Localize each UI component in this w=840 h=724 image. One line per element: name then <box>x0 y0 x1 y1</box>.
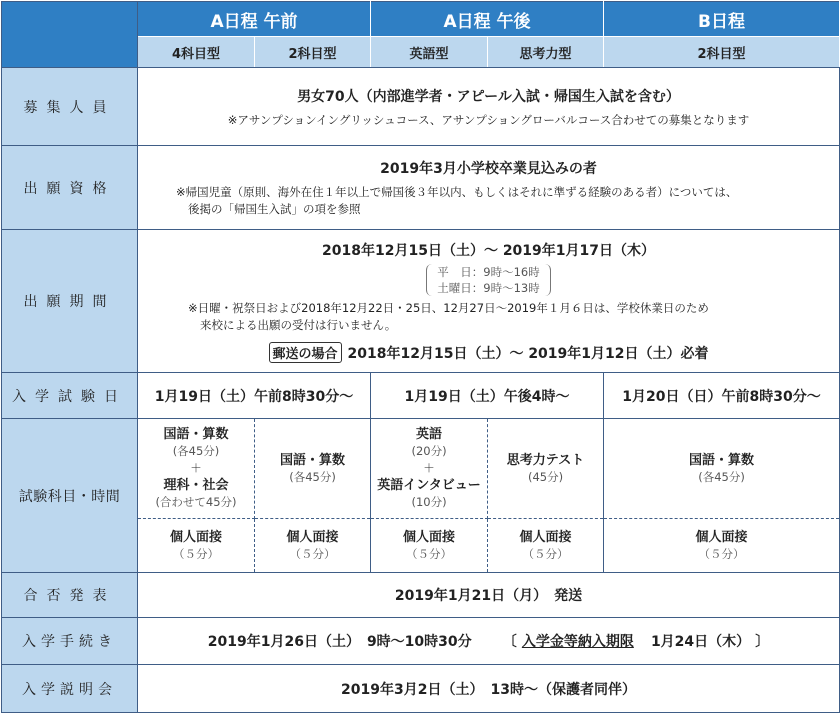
interview-c1 <box>138 519 255 573</box>
interview-c2-time: （５分） <box>289 546 336 561</box>
subj-c2-l1: 国語・算数 <box>280 452 346 468</box>
header-sub-2subjects: 2科目型 <box>255 37 371 68</box>
interview-c3-label: 個人面接 <box>403 529 456 545</box>
recruitment-main: 男女70人（内部進学者・アピール入試・帰国生入試を含む） <box>297 88 680 105</box>
subjects-english-cell <box>371 419 488 519</box>
subj-c1-l5: (合わせて45分) <box>155 495 237 509</box>
interview-c2 <box>255 519 371 573</box>
period-mail: 2018年12月15日（土）～ 2019年1月12日（土）必着 <box>347 345 709 362</box>
briefing-main: 2019年3月2日（土） 13時～（保護者同伴） <box>138 665 840 713</box>
subj-c3-l5: (10分) <box>411 495 447 509</box>
header-sub-thinking: 思考力型 <box>488 37 604 68</box>
subj-c5-l2: (各45分) <box>698 469 745 484</box>
header-sub-english: 英語型 <box>371 37 488 68</box>
label-briefing: 入学説明会 <box>2 665 138 713</box>
exam-date-a-am: 1月19日（土）午前8時30分～ <box>138 373 371 419</box>
procedure-deadline: 1月24日（木） <box>650 634 751 650</box>
header-sub-4subjects: 4科目型 <box>138 37 255 68</box>
subj-c1-l3: ＋ <box>190 461 202 475</box>
interview-c4-label: 個人面接 <box>519 529 572 545</box>
subj-c3-l2: (20分) <box>411 444 447 458</box>
subjects-b-cell <box>604 419 840 519</box>
subj-c2-l2: (各45分) <box>289 469 336 484</box>
label-result: 合否発表 <box>2 573 138 618</box>
interview-c4 <box>488 519 604 573</box>
interview-c4-time: （５分） <box>522 546 569 561</box>
mail-tag: 郵送の場合 <box>269 342 342 363</box>
exam-date-a-pm: 1月19日（土）午後4時～ <box>371 373 604 419</box>
qualification-note-1: ※帰国児童（原則、海外在住１年以上で帰国後３年以内、もしくはそれに準ずる経験のある者）については、 <box>176 184 738 199</box>
interview-c5 <box>604 519 840 573</box>
label-procedure: 入学手続き <box>2 618 138 665</box>
period-hours <box>426 264 550 296</box>
recruitment-cell <box>138 68 840 146</box>
subjects-4subject-cell <box>138 419 255 519</box>
subj-c1-l2: (各45分) <box>172 444 220 458</box>
interview-c5-label: 個人面接 <box>695 529 748 545</box>
label-recruitment: 募集人員 <box>2 68 138 146</box>
header-a-afternoon: A日程 午後 <box>371 2 604 37</box>
subj-c1-l1: 国語・算数 <box>163 427 229 442</box>
header-b: B日程 <box>604 2 840 37</box>
procedure-main: 2019年1月26日（土） 9時～10時30分 <box>207 634 472 650</box>
interview-c5-time: （５分） <box>698 546 745 561</box>
subj-c4-l1: 思考力テスト <box>506 452 585 468</box>
period-note-1: ※日曜・祝祭日および2018年12月22日・25日、12月27日～2019年１月６日は、学校休業日のため <box>188 300 709 315</box>
interview-c1-label: 個人面接 <box>169 529 222 545</box>
qualification-main: 2019年3月小学校卒業見込みの者 <box>380 160 597 177</box>
subjects-2subject-cell <box>255 419 371 519</box>
subj-c3-l4: 英語インタビュー <box>377 478 481 493</box>
interview-c1-time: （５分） <box>173 546 219 561</box>
subjects-thinking-cell <box>488 419 604 519</box>
interview-c3-time: （５分） <box>406 546 453 561</box>
result-main: 2019年1月21日（月） 発送 <box>138 573 840 618</box>
subj-c3-l1: 英語 <box>416 427 443 442</box>
qualification-note-2: 後掲の「帰国生入試」の項を参照 <box>188 201 361 216</box>
label-exam-date: 入学試験日 <box>2 373 138 419</box>
exam-date-b: 1月20日（日）午前8時30分～ <box>604 373 840 419</box>
recruitment-note: ※アサンプションイングリッシュコース、アサンプショングローバルコース合わせての募集となります <box>227 112 750 127</box>
period-note-2: 来校による出願の受付は行いません。 <box>200 317 397 332</box>
qualification-cell <box>138 146 840 230</box>
label-subjects: 試験科目・時間 <box>2 419 138 573</box>
label-qualification: 出願資格 <box>2 146 138 230</box>
header-sub-b-2subjects: 2科目型 <box>604 37 840 68</box>
period-saturday: 土曜日：9時～13時 <box>437 280 540 295</box>
subj-c5-l1: 国語・算数 <box>689 452 755 468</box>
admission-schedule-table <box>1 1 840 713</box>
header-a-morning: A日程 午前 <box>138 2 371 37</box>
period-weekday: 平 日：9時～16時 <box>437 264 540 279</box>
interview-c3 <box>371 519 488 573</box>
header-corner <box>2 2 138 68</box>
application-period-cell <box>138 230 840 373</box>
subj-c1-l4: 理科・社会 <box>163 478 229 493</box>
subj-c3-l3: ＋ <box>423 461 435 475</box>
interview-c2-label: 個人面接 <box>286 529 339 545</box>
period-main: 2018年12月15日（土）～ 2019年1月17日（木） <box>322 242 656 259</box>
subj-c4-l2: (45分) <box>527 469 564 484</box>
label-application-period: 出願期間 <box>2 230 138 373</box>
procedure-cell: 2019年1月26日（土） 9時～10時30分 〔 入学金等納入期限 1月24日（木） 〕 <box>138 618 840 665</box>
procedure-deadline-label: 入学金等納入期限 <box>521 634 634 650</box>
